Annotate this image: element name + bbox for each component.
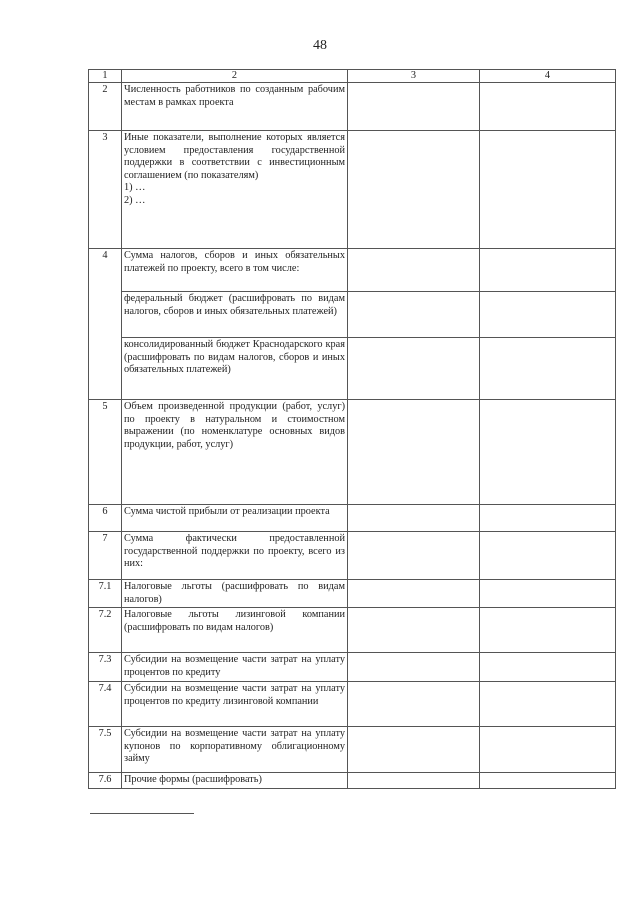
value-cell-col3	[348, 292, 480, 338]
value-cell-col4	[480, 400, 616, 505]
row-description: федеральный бюджет (расшифровать по видам налогов, сборов и иных обязательных платежей)	[122, 292, 348, 338]
row-description: Сумма фактически предоставленной государственной поддержки по проекту, всего из них:	[122, 532, 348, 580]
row-description: Сумма чистой прибыли от реализации проекта	[122, 505, 348, 532]
row-number: 7.2	[89, 608, 122, 653]
row-number: 7.6	[89, 773, 122, 789]
row-description: Численность работников по созданным рабочим местам в рамках проекта	[122, 83, 348, 131]
table-row	[89, 505, 616, 532]
header-cell-2: 2	[122, 70, 348, 83]
value-cell-col4	[480, 338, 616, 400]
value-cell-col3	[348, 400, 480, 505]
value-cell-col3	[348, 505, 480, 532]
row-number: 7.3	[89, 653, 122, 682]
value-cell-col3	[348, 338, 480, 400]
table-row	[89, 249, 616, 292]
table-row	[89, 682, 616, 727]
value-cell-col4	[480, 682, 616, 727]
value-cell-col3	[348, 532, 480, 580]
value-cell-col3	[348, 727, 480, 773]
row-number: 2	[89, 83, 122, 131]
row-number: 7.1	[89, 580, 122, 608]
row-description: консолидированный бюджет Краснодарского края (расшифровать по видам налогов, сборов и иных обязательных платежей)	[122, 338, 348, 400]
header-cell-4: 4	[480, 70, 616, 83]
value-cell-col4	[480, 608, 616, 653]
value-cell-col4	[480, 727, 616, 773]
value-cell-col4	[480, 580, 616, 608]
table-row	[89, 83, 616, 131]
row-number: 3	[89, 131, 122, 249]
value-cell-col3	[348, 608, 480, 653]
footnote-separator	[90, 813, 194, 814]
row-description: Субсидии на возмещение части затрат на уплату купонов по корпоративному облигационному займу	[122, 727, 348, 773]
table-row	[89, 292, 616, 338]
row-number: 4	[89, 249, 122, 400]
row-description: Субсидии на возмещение части затрат на уплату процентов по кредиту	[122, 653, 348, 682]
row-number: 7	[89, 532, 122, 580]
row-number: 7.5	[89, 727, 122, 773]
row-description: Сумма налогов, сборов и иных обязательных платежей по проекту, всего в том числе:	[122, 249, 348, 292]
header-cell-3: 3	[348, 70, 480, 83]
row-description: Налоговые льготы лизинговой компании (расшифровать по видам налогов)	[122, 608, 348, 653]
value-cell-col4	[480, 773, 616, 789]
value-cell-col4	[480, 505, 616, 532]
value-cell-col4	[480, 292, 616, 338]
table-row	[89, 580, 616, 608]
value-cell-col3	[348, 653, 480, 682]
row-description: Субсидии на возмещение части затрат на уплату процентов по кредиту лизинговой компании	[122, 682, 348, 727]
table-row	[89, 532, 616, 580]
table-header-row	[89, 70, 616, 83]
report-table	[88, 69, 616, 789]
table-row	[89, 400, 616, 505]
table-row	[89, 773, 616, 789]
value-cell-col3	[348, 249, 480, 292]
row-description: Налоговые льготы (расшифровать по видам налогов)	[122, 580, 348, 608]
row-number: 5	[89, 400, 122, 505]
value-cell-col4	[480, 131, 616, 249]
row-number: 6	[89, 505, 122, 532]
table-row	[89, 653, 616, 682]
value-cell-col4	[480, 532, 616, 580]
value-cell-col4	[480, 249, 616, 292]
row-description: Иные показатели, выполнение которых является условием предоставления государственной поддержки в соответствии с инвестиционным соглашением (по показателям) 1) … 2) …	[122, 131, 348, 249]
value-cell-col3	[348, 682, 480, 727]
page-number: 48	[313, 38, 327, 53]
table-row	[89, 727, 616, 773]
row-description: Прочие формы (расшифровать)	[122, 773, 348, 789]
value-cell-col3	[348, 83, 480, 131]
row-number: 7.4	[89, 682, 122, 727]
value-cell-col3	[348, 580, 480, 608]
row-description: Объем произведенной продукции (работ, услуг) по проекту в натуральном и стоимостном выражении (по номенклатуре основных видов продукции, работ, услуг)	[122, 400, 348, 505]
table-row	[89, 608, 616, 653]
value-cell-col4	[480, 83, 616, 131]
header-cell-1: 1	[89, 70, 122, 83]
table-row	[89, 338, 616, 400]
table-row	[89, 131, 616, 249]
value-cell-col3	[348, 773, 480, 789]
value-cell-col3	[348, 131, 480, 249]
value-cell-col4	[480, 653, 616, 682]
